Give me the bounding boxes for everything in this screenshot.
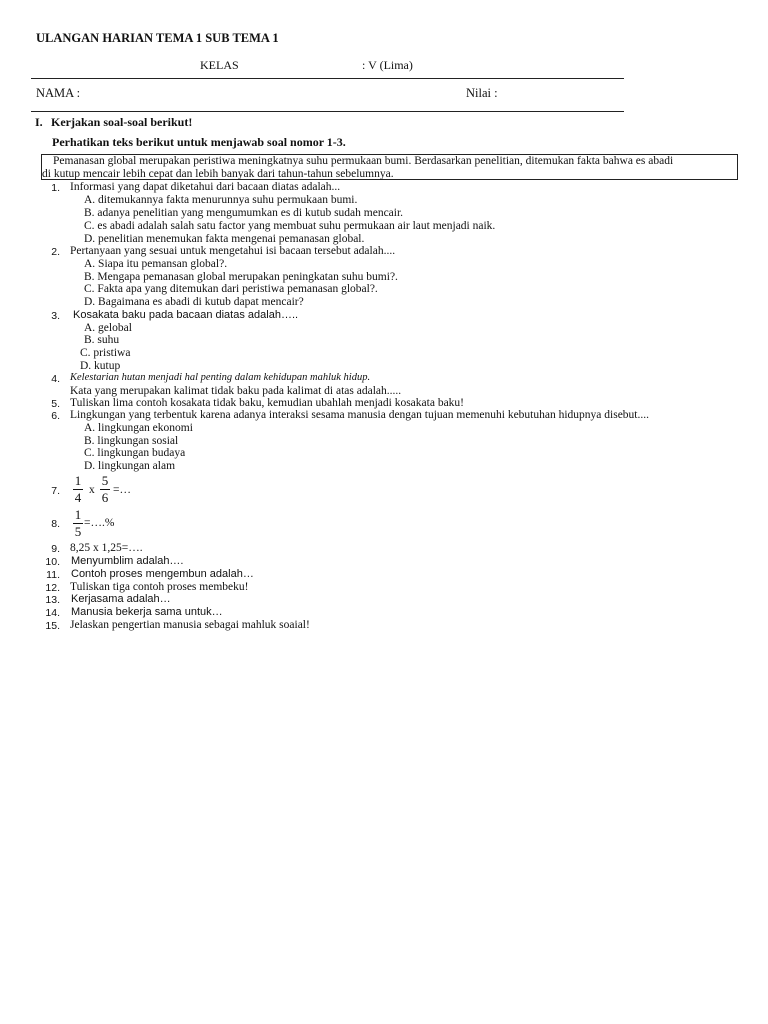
reading-passage-box bbox=[41, 154, 738, 180]
question-6-option-c: C. lingkungan budaya bbox=[84, 447, 186, 459]
question-number: 11. bbox=[46, 569, 60, 581]
question-number: 6. bbox=[51, 410, 60, 422]
question-4-sentence: Kelestarian hutan menjadi hal penting dalam kehidupan mahluk hidup. bbox=[70, 372, 371, 383]
question-8-tail: =….% bbox=[84, 517, 115, 529]
question-1-option-b: B. adanya penelitian yang mengumumkan es di kutub sudah mencair. bbox=[84, 207, 404, 219]
question-3-option-b: B. suhu bbox=[84, 334, 120, 346]
reading-instruction: Perhatikan teks berikut untuk menjawab soal nomor 1-3. bbox=[52, 135, 346, 149]
header-divider-top bbox=[31, 78, 624, 79]
fraction-numerator: 5 bbox=[101, 473, 109, 488]
question-number: 7. bbox=[51, 485, 60, 497]
question-4-text: Kata yang merupakan kalimat tidak baku pada kalimat di atas adalah..... bbox=[70, 385, 402, 397]
question-15-text: Jelaskan pengertian manusia sebagai mahluk soaial! bbox=[70, 619, 310, 631]
question-6-option-a: A. lingkungan ekonomi bbox=[84, 422, 193, 434]
question-number: 14. bbox=[45, 607, 60, 619]
class-value: : V (Lima) bbox=[362, 58, 413, 72]
question-7-tail: =… bbox=[113, 484, 131, 496]
class-label: KELAS bbox=[200, 58, 239, 72]
passage-line-1: Pemanasan global merupakan peristiwa meningkatnya suhu permukaan bumi. Berdasarkan penelitian, ditemukan fakta bahwa es abadi bbox=[53, 155, 674, 167]
question-number: 4. bbox=[51, 373, 60, 385]
question-3-option-c: C. pristiwa bbox=[80, 347, 131, 359]
question-number: 3. bbox=[51, 310, 60, 322]
question-number: 1. bbox=[51, 182, 60, 194]
question-3-text: Kosakata baku pada bacaan diatas adalah….. bbox=[73, 309, 299, 321]
question-9-text: 8,25 x 1,25=…. bbox=[70, 542, 143, 554]
question-1-option-d: D. penelitian menemukan fakta mengenai pemanasan global. bbox=[84, 233, 365, 245]
question-2-option-a: A. Siapa itu pemansan global?. bbox=[84, 258, 228, 270]
question-8-fraction bbox=[72, 507, 84, 540]
question-7-operator: x bbox=[89, 484, 95, 496]
fraction-denominator: 5 bbox=[74, 524, 82, 539]
name-label: NAMA : bbox=[36, 86, 81, 100]
question-2-option-d: D. Bagaimana es abadi di kutub dapat mencair? bbox=[84, 296, 304, 308]
question-1-text: Informasi yang dapat diketahui dari bacaan diatas adalah... bbox=[70, 181, 341, 193]
fraction-denominator: 6 bbox=[101, 490, 109, 505]
section-heading bbox=[35, 115, 192, 130]
question-1-option-c: C. es abadi adalah salah satu factor yang membuat suhu permukaan air laut menjadi naik. bbox=[84, 220, 496, 232]
question-number: 2. bbox=[51, 246, 60, 258]
worksheet-title: ULANGAN HARIAN TEMA 1 SUB TEMA 1 bbox=[36, 31, 279, 45]
header-divider-bottom bbox=[31, 111, 624, 112]
question-number: 5. bbox=[51, 398, 60, 410]
section-number: I. bbox=[35, 115, 43, 129]
question-7-fraction-2 bbox=[99, 473, 111, 506]
question-6-option-b: B. lingkungan sosial bbox=[84, 435, 179, 447]
question-12-text: Tuliskan tiga contoh proses membeku! bbox=[70, 581, 249, 593]
question-number: 8. bbox=[51, 518, 60, 530]
score-label: Nilai : bbox=[466, 86, 498, 100]
question-1-option-a: A. ditemukannya fakta menurunnya suhu permukaan bumi. bbox=[84, 194, 358, 206]
question-number: 9. bbox=[51, 543, 60, 555]
question-number: 15. bbox=[45, 620, 60, 632]
question-3-option-a: A. gelobal bbox=[84, 322, 132, 334]
question-number: 12. bbox=[45, 582, 60, 594]
fraction-numerator: 1 bbox=[74, 507, 82, 522]
question-10-text: Menyumblim adalah…. bbox=[71, 555, 184, 567]
question-6-text: Lingkungan yang terbentuk karena adanya interaksi sesama manusia dengan tujuan memenuhi kebutuhan hidupnya disebut.... bbox=[70, 409, 649, 421]
question-5-text: Tuliskan lima contoh kosakata tidak baku, kemudian ubahlah menjadi kosakata baku! bbox=[70, 397, 464, 409]
question-number: 13. bbox=[45, 594, 60, 606]
question-2-option-c: C. Fakta apa yang ditemukan dari peristiwa pemanasan global?. bbox=[84, 283, 378, 295]
question-13-text: Kerjasama adalah… bbox=[71, 593, 171, 605]
question-3-option-d: D. kutup bbox=[80, 360, 121, 372]
fraction-numerator: 1 bbox=[74, 473, 82, 488]
question-14-text: Manusia bekerja sama untuk… bbox=[71, 606, 223, 618]
question-11-text: Contoh proses mengembun adalah… bbox=[71, 568, 254, 580]
passage-line-2: di kutup mencair lebih cepat dan lebih banyak dari tahun-tahun sebelumnya. bbox=[42, 168, 394, 180]
fraction-denominator: 4 bbox=[74, 490, 82, 505]
question-2-option-b: B. Mengapa pemanasan global merupakan peningkatan suhu bumi?. bbox=[84, 271, 398, 283]
question-number: 10. bbox=[45, 556, 60, 568]
question-2-text: Pertanyaan yang sesuai untuk mengetahui isi bacaan tersebut adalah.... bbox=[70, 245, 396, 257]
question-7-fraction-1 bbox=[72, 473, 84, 506]
section-heading-text: Kerjakan soal-soal berikut! bbox=[51, 115, 193, 129]
question-6-option-d: D. lingkungan alam bbox=[84, 460, 176, 472]
